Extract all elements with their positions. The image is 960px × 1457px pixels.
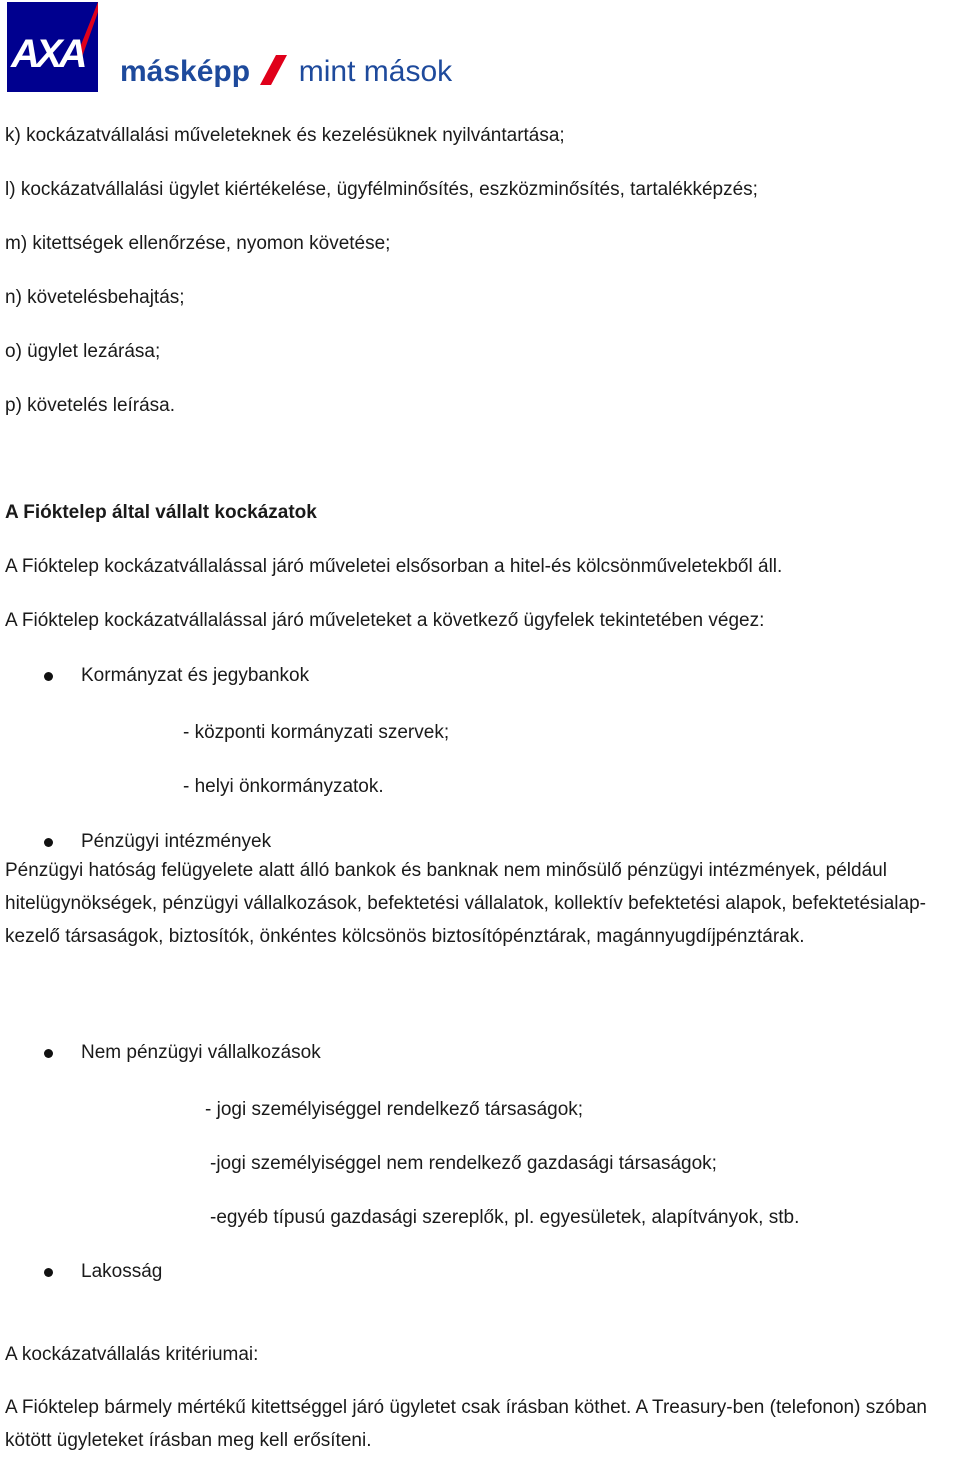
client-nonfin-sub: -egyéb típusú gazdasági szereplők, pl. egyesületek, alapítványok, stb.	[210, 1207, 800, 1228]
axa-logo	[7, 2, 98, 92]
list-item: m) kitettségek ellenőrzése, nyomon követése;	[5, 233, 391, 254]
client-gov-sub: - központi kormányzati szervek;	[183, 722, 450, 743]
bullet-icon	[44, 1268, 53, 1277]
intro-paragraph-1: A Fióktelep kockázatvállalással járó műveletei elsősorban a hitel-és kölcsönműveletekből áll.	[5, 556, 783, 577]
list-item: p) követelés leírása.	[5, 395, 176, 416]
list-item: k) kockázatvállalási műveleteknek és kezelésüknek nyilvántartása;	[5, 125, 565, 146]
intro-paragraph-2: A Fióktelep kockázatvállalással járó műveleteket a következő ügyfelek tekintetében végez:	[5, 610, 765, 631]
client-gov-label: Kormányzat és jegybankok	[81, 665, 310, 686]
axa-logo-text: AXA	[11, 32, 84, 76]
client-nonfin-sub: -jogi személyiséggel nem rendelkező gazdasági társaságok;	[210, 1153, 717, 1174]
bullet-icon	[44, 672, 53, 681]
client-fin-description: Pénzügyi hatóság felügyelete alatt álló bankok és banknak nem minősülő pénzügyi intézmények, például hitelügynökségek, pénzügyi vállalkozások, befektetési vállalatok, kollektív befektetési alapok, befektetésialap-kezelő társaságok, biztosítók, önkéntes kölcsönös biztosítópénztárak, magánnyugdíjpénztárak.	[5, 860, 926, 947]
list-item: n) követelésbehajtás;	[5, 287, 185, 308]
tagline-part2: mint mások	[298, 55, 453, 88]
list-item: l) kockázatvállalási ügylet kiértékelése, ügyfélminősítés, eszközminősítés, tartalékképzés;	[5, 179, 758, 200]
client-fin-label: Pénzügyi intézmények	[81, 831, 272, 852]
tagline-part1: másképp	[120, 55, 251, 88]
client-household-label: Lakosság	[81, 1261, 163, 1282]
criteria-paragraph: A Fióktelep bármely mértékű kitettséggel járó ügyletet csak írásban köthet. A Treasury-ben (telefonon) szóban kötött ügyleteket írásban meg kell erősíteni.	[5, 1397, 927, 1451]
client-nonfin-sub: - jogi személyiséggel rendelkező társaságok;	[205, 1099, 584, 1120]
bullet-icon	[44, 838, 53, 847]
criteria-heading: A kockázatvállalás kritériumai:	[5, 1344, 259, 1365]
bullet-icon	[44, 1049, 53, 1058]
brand-tagline	[120, 52, 452, 92]
client-gov-sub: - helyi önkormányzatok.	[183, 776, 384, 797]
section-heading: A Fióktelep által vállalt kockázatok	[5, 502, 317, 523]
client-nonfin-label: Nem pénzügyi vállalkozások	[81, 1042, 321, 1063]
tagline-slash	[260, 55, 288, 85]
list-item: o) ügylet lezárása;	[5, 341, 161, 362]
